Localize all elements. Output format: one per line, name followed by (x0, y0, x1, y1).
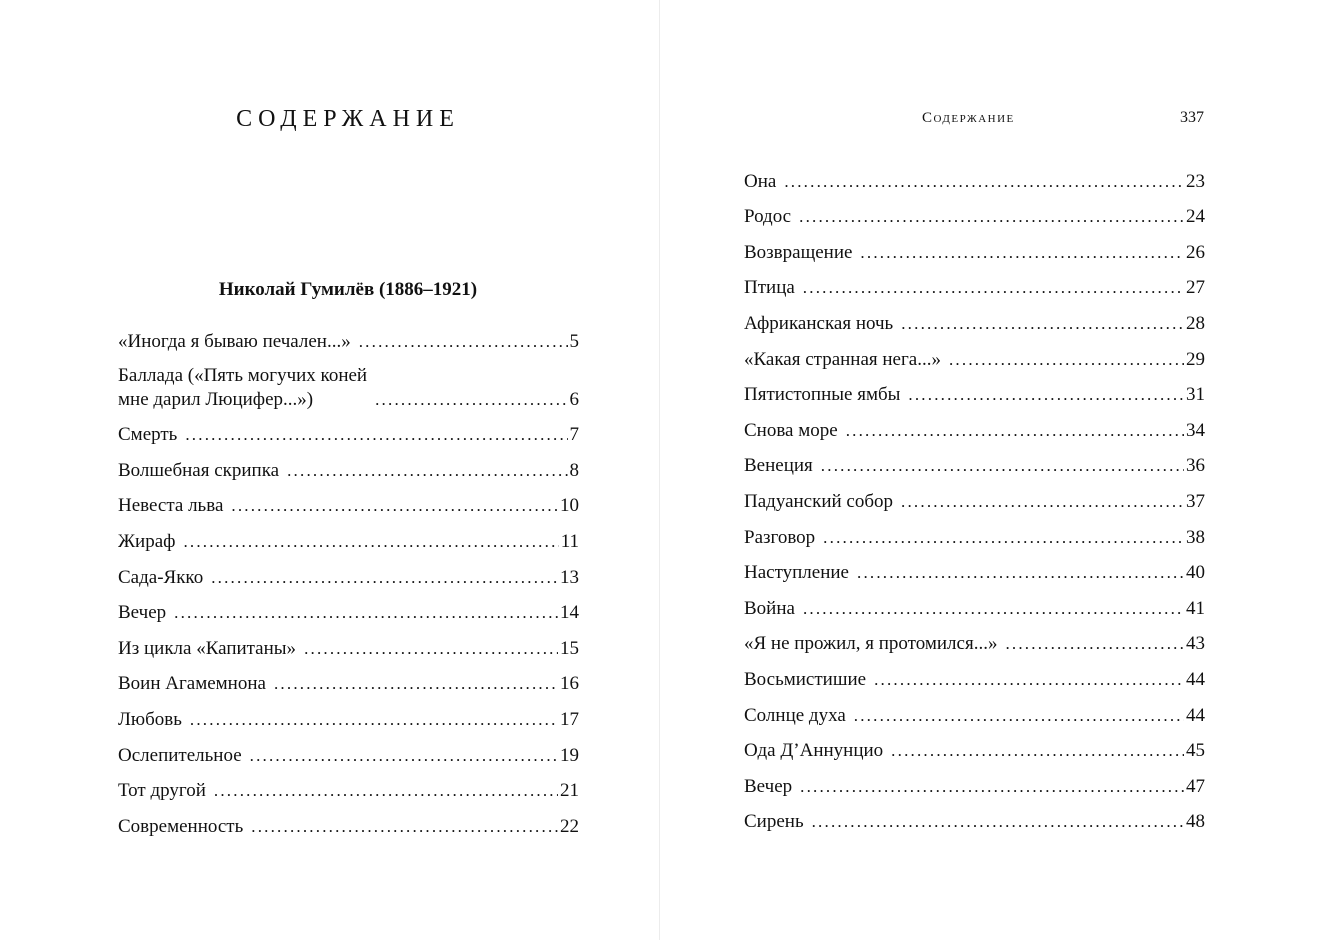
toc-entry-page: 36 (1186, 455, 1205, 477)
toc-list-left (118, 318, 579, 839)
toc-entry (118, 412, 579, 448)
dot-leader (799, 205, 1184, 229)
toc-entry-title: Волшебная скрипка (118, 459, 280, 481)
dot-leader (803, 597, 1184, 621)
toc-entry-page: 14 (560, 602, 579, 624)
toc-list-right (744, 158, 1205, 834)
toc-entry-page: 11 (560, 530, 579, 552)
toc-entry-page: 10 (560, 495, 579, 517)
toc-entry-title: Воин Агамемнона (118, 673, 266, 695)
toc-entry-page: 15 (560, 637, 579, 659)
toc-entry-page: 43 (1186, 633, 1205, 655)
toc-entry-page: 47 (1186, 775, 1205, 797)
toc-entry (118, 354, 579, 412)
toc-entry-title: Солнце духа (744, 704, 846, 726)
toc-entry-page: 6 (569, 388, 579, 410)
toc-entry (118, 447, 579, 483)
dot-leader (800, 775, 1184, 799)
toc-entry-page: 5 (569, 330, 579, 352)
toc-entry-page: 40 (1186, 562, 1205, 584)
toc-entry (744, 194, 1205, 230)
toc-entry (118, 696, 579, 732)
toc-entry-title: Снова море (744, 419, 838, 441)
toc-entry-page: 29 (1186, 348, 1205, 370)
toc-entry (744, 692, 1205, 728)
toc-entry-title: «Иногда я бываю печален...» (118, 330, 351, 352)
dot-leader (823, 526, 1184, 550)
dot-leader (251, 815, 558, 839)
toc-entry (118, 483, 579, 519)
toc-entry-title: Тот другой (118, 780, 206, 802)
toc-entry-page: 44 (1186, 704, 1205, 726)
toc-entry-title: «Я не прожил, я протомился...» (744, 633, 998, 655)
toc-entry (118, 625, 579, 661)
dot-leader (901, 490, 1184, 514)
toc-entry-page: 38 (1186, 526, 1205, 548)
dot-leader (211, 566, 558, 590)
toc-entry (744, 265, 1205, 301)
toc-entry (744, 656, 1205, 692)
toc-entry (744, 300, 1205, 336)
running-head: Содержание (922, 110, 1015, 126)
toc-entry (744, 763, 1205, 799)
toc-entry-title: Птица (744, 277, 795, 299)
toc-entry (744, 514, 1205, 550)
dot-leader (304, 637, 558, 661)
dot-leader (857, 561, 1184, 585)
dot-leader (846, 419, 1184, 443)
toc-entry-title: Любовь (118, 708, 182, 730)
dot-leader (190, 708, 558, 732)
toc-entry-title: Вечер (118, 602, 167, 624)
dot-leader (250, 744, 558, 768)
toc-entry (744, 550, 1205, 586)
toc-entry (744, 478, 1205, 514)
dot-leader (854, 704, 1184, 728)
toc-entry-page: 34 (1186, 419, 1205, 441)
toc-entry-title: Война (744, 597, 795, 619)
toc-entry-page: 23 (1186, 170, 1205, 192)
toc-entry (118, 518, 579, 554)
toc-entry-title: Сирень (744, 811, 804, 833)
toc-entry-title (118, 364, 367, 412)
toc-entry-title: Невеста льва (118, 495, 224, 517)
toc-entry-title: Родос (744, 206, 792, 228)
toc-entry (744, 585, 1205, 621)
toc-entry (744, 621, 1205, 657)
toc-entry (118, 803, 579, 839)
toc-entry-page: 37 (1186, 490, 1205, 512)
toc-entry-title: Африканская ночь (744, 312, 894, 334)
dot-leader (821, 454, 1184, 478)
toc-entry-page: 21 (560, 780, 579, 802)
toc-entry-page: 31 (1186, 384, 1205, 406)
dot-leader (274, 672, 558, 696)
page-number: 337 (1180, 109, 1204, 126)
toc-entry (118, 318, 579, 354)
toc-entry (744, 407, 1205, 443)
toc-entry (118, 554, 579, 590)
toc-entry (744, 372, 1205, 408)
toc-entry-title: Разговор (744, 526, 816, 548)
toc-entry-title: Наступление (744, 562, 849, 584)
toc-entry-title: Ода Д’Аннунцио (744, 740, 884, 762)
toc-entry-title: Вечер (744, 775, 793, 797)
dot-leader (860, 241, 1184, 265)
toc-entry (744, 799, 1205, 835)
toc-entry (118, 661, 579, 697)
dot-leader (812, 810, 1184, 834)
toc-entry-page: 22 (560, 815, 579, 837)
dot-leader (287, 459, 567, 483)
toc-entry-page: 13 (560, 566, 579, 588)
dot-leader (214, 779, 558, 803)
toc-entry-title: Возвращение (744, 241, 853, 263)
toc-entry-title: «Какая странная нега...» (744, 348, 941, 370)
toc-entry (118, 732, 579, 768)
dot-leader (185, 423, 567, 447)
toc-entry-title: Из цикла «Капитаны» (118, 637, 297, 659)
toc-entry (744, 336, 1205, 372)
dot-leader (891, 739, 1184, 763)
dot-leader (874, 668, 1184, 692)
toc-entry-title: Она (744, 170, 777, 192)
toc-entry-page: 8 (569, 459, 579, 481)
dot-leader (359, 330, 568, 354)
dot-leader (183, 530, 558, 554)
toc-entry-page: 26 (1186, 241, 1205, 263)
toc-entry-title: Восьмистишие (744, 668, 867, 690)
toc-entry-title: Падуанский собор (744, 490, 894, 512)
dot-leader (784, 170, 1184, 194)
toc-entry (744, 158, 1205, 194)
toc-entry-page: 27 (1186, 277, 1205, 299)
dot-leader (1005, 632, 1184, 656)
toc-entry-page: 45 (1186, 740, 1205, 762)
toc-entry-page: 7 (569, 424, 579, 446)
dot-leader (901, 312, 1184, 336)
toc-entry-page: 17 (560, 708, 579, 730)
contents-title: СОДЕРЖАНИЕ (236, 106, 460, 132)
toc-entry-title: Пятистопные ямбы (744, 384, 901, 406)
toc-entry-title: Венеция (744, 455, 813, 477)
toc-entry-page: 16 (560, 673, 579, 695)
toc-entry-title: Смерть (118, 424, 178, 446)
toc-entry (118, 590, 579, 626)
toc-entry-page: 24 (1186, 206, 1205, 228)
dot-leader (231, 494, 558, 518)
toc-entry-page: 44 (1186, 668, 1205, 690)
left-page (0, 0, 660, 940)
right-page (660, 0, 1328, 940)
toc-entry-title: Современность (118, 815, 244, 837)
toc-entry (118, 768, 579, 804)
toc-entry (744, 728, 1205, 764)
toc-entry-page: 28 (1186, 312, 1205, 334)
dot-leader (375, 388, 567, 412)
toc-entry-title: Ослепительное (118, 744, 242, 766)
toc-entry-title: Сада-Якко (118, 566, 204, 588)
toc-entry-page: 41 (1186, 597, 1205, 619)
dot-leader (174, 601, 558, 625)
dot-leader (949, 348, 1184, 372)
dot-leader (908, 383, 1184, 407)
author-section-heading: Николай Гумилёв (1886–1921) (218, 279, 478, 300)
dot-leader (803, 276, 1184, 300)
toc-entry-page: 48 (1186, 811, 1205, 833)
toc-entry (744, 229, 1205, 265)
toc-entry-title: Жираф (118, 530, 176, 552)
toc-entry-title-line2: мне дарил Люцифер...») (118, 388, 314, 410)
toc-entry (744, 443, 1205, 479)
toc-entry-page: 19 (560, 744, 579, 766)
toc-entry-title-line1: Баллада («Пять могучих коней (118, 364, 368, 386)
